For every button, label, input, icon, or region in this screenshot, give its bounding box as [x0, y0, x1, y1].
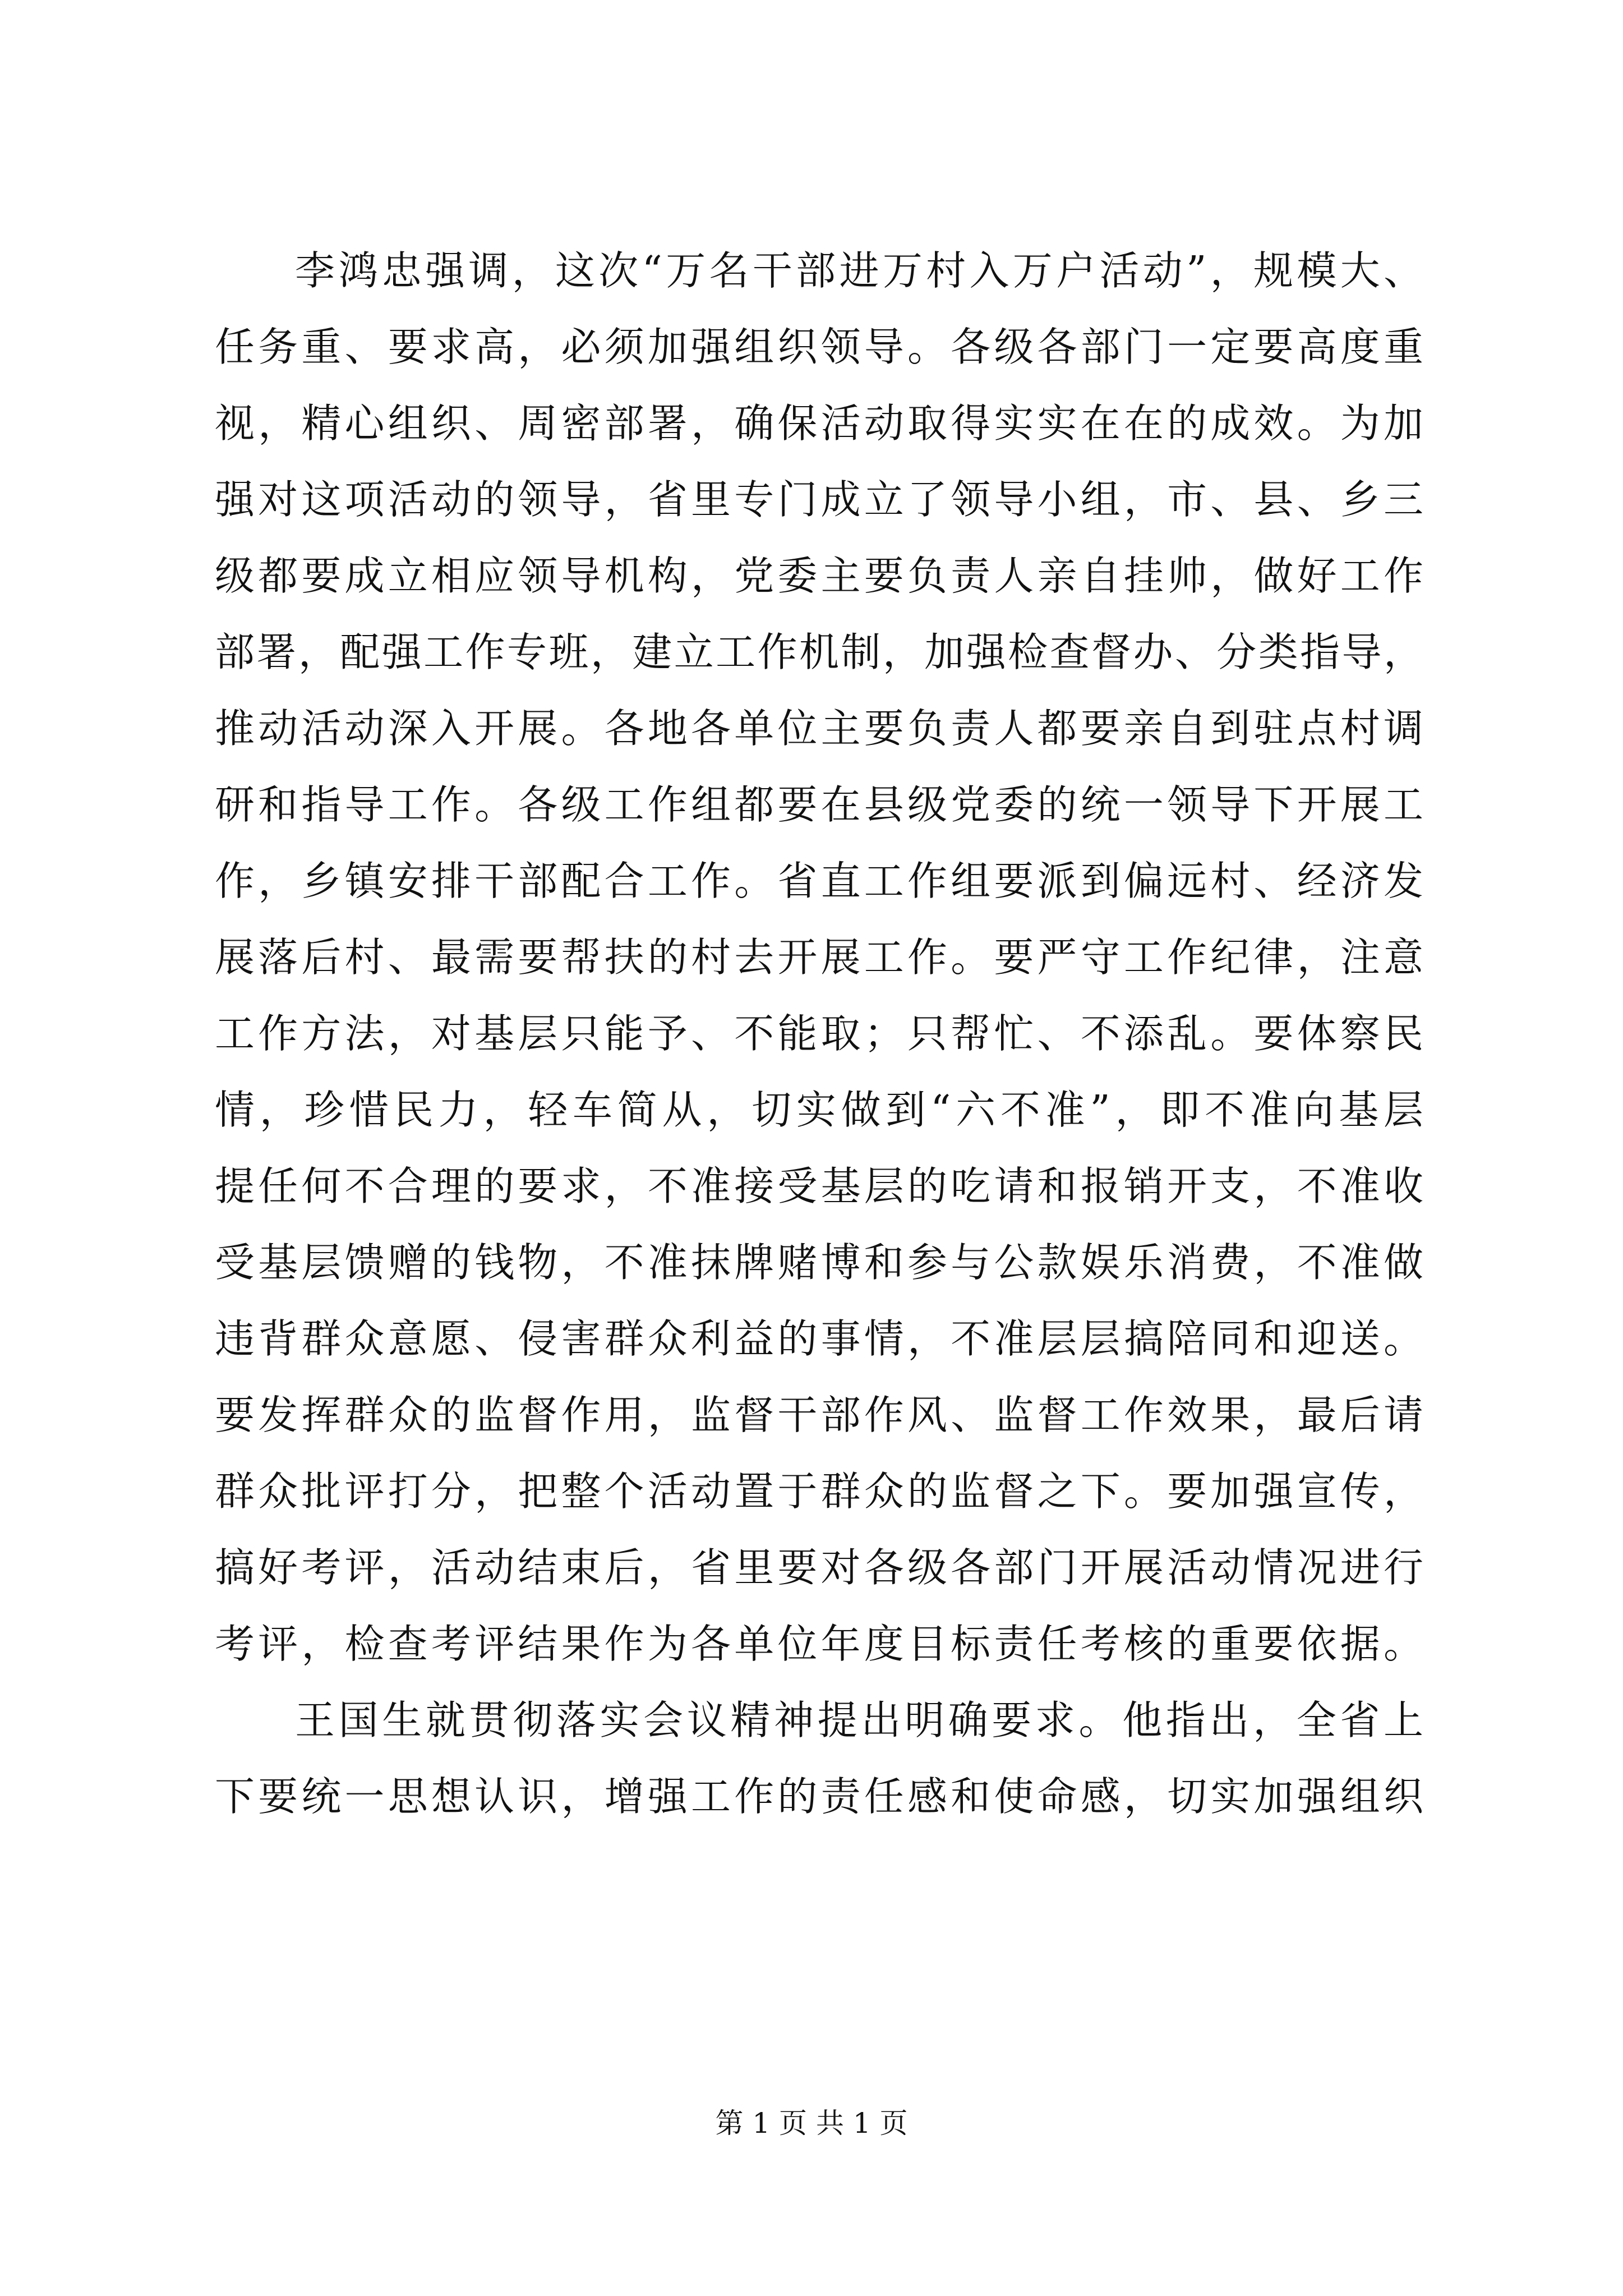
text-line: 任务重、要求高，必须加强组织领导。各级各部门一定要高度重: [215, 324, 1423, 370]
text-line: 视，精心组织、周密部署，确保活动取得实实在在的成效。为加: [215, 400, 1423, 447]
text-line: 作，乡镇安排干部配合工作。省直工作组要派到偏远村、经济发: [215, 858, 1423, 904]
text-line: 王国生就贯彻落实会议精神提出明确要求。他指出，全省上: [295, 1697, 1423, 1743]
text-line: 考评，检查考评结果作为各单位年度目标责任考核的重要依据。: [215, 1621, 1423, 1667]
text-line: 提任何不合理的要求，不准接受基层的吃请和报销开支，不准收: [215, 1163, 1423, 1209]
text-line: 工作方法，对基层只能予、不能取；只帮忙、不添乱。要体察民: [215, 1010, 1423, 1057]
text-line: 要发挥群众的监督作用，监督干部作风、监督工作效果，最后请: [215, 1392, 1423, 1438]
text-line: 搞好考评，活动结束后，省里要对各级各部门开展活动情况进行: [215, 1544, 1423, 1591]
text-line: 受基层馈赠的钱物，不准抹牌赌博和参与公款娱乐消费，不准做: [215, 1239, 1423, 1286]
document-body: [215, 233, 1423, 1835]
text-line: 群众批评打分，把整个活动置于群众的监督之下。要加强宣传，: [215, 1468, 1423, 1515]
text-line: 级都要成立相应领导机构，党委主要负责人亲自挂帅，做好工作: [215, 553, 1423, 599]
text-line: 下要统一思想认识，增强工作的责任感和使命感，切实加强组织: [215, 1773, 1423, 1820]
text-line: 情，珍惜民力，轻车简从，切实做到“六不准”，即不准向基层: [215, 1087, 1423, 1133]
text-line: 推动活动深入开展。各地各单位主要负责人都要亲自到驻点村调: [215, 705, 1423, 752]
text-line: 违背群众意愿、侵害群众利益的事情，不准层层搞陪同和迎送。: [215, 1315, 1423, 1362]
text-line: 展落后村、最需要帮扶的村去开展工作。要严守工作纪律，注意: [215, 934, 1423, 981]
text-line: 李鸿忠强调，这次“万名干部进万村入万户活动”，规模大、: [295, 247, 1423, 294]
text-line: 强对这项活动的领导，省里专门成立了领导小组，市、县、乡三: [215, 476, 1423, 523]
text-line: 研和指导工作。各级工作组都要在县级党委的统一领导下开展工: [215, 781, 1423, 828]
text-line: 部署，配强工作专班，建立工作机制，加强检查督办、分类指导，: [215, 629, 1423, 675]
page-footer: 第 1 页 共 1 页: [715, 2107, 908, 2139]
